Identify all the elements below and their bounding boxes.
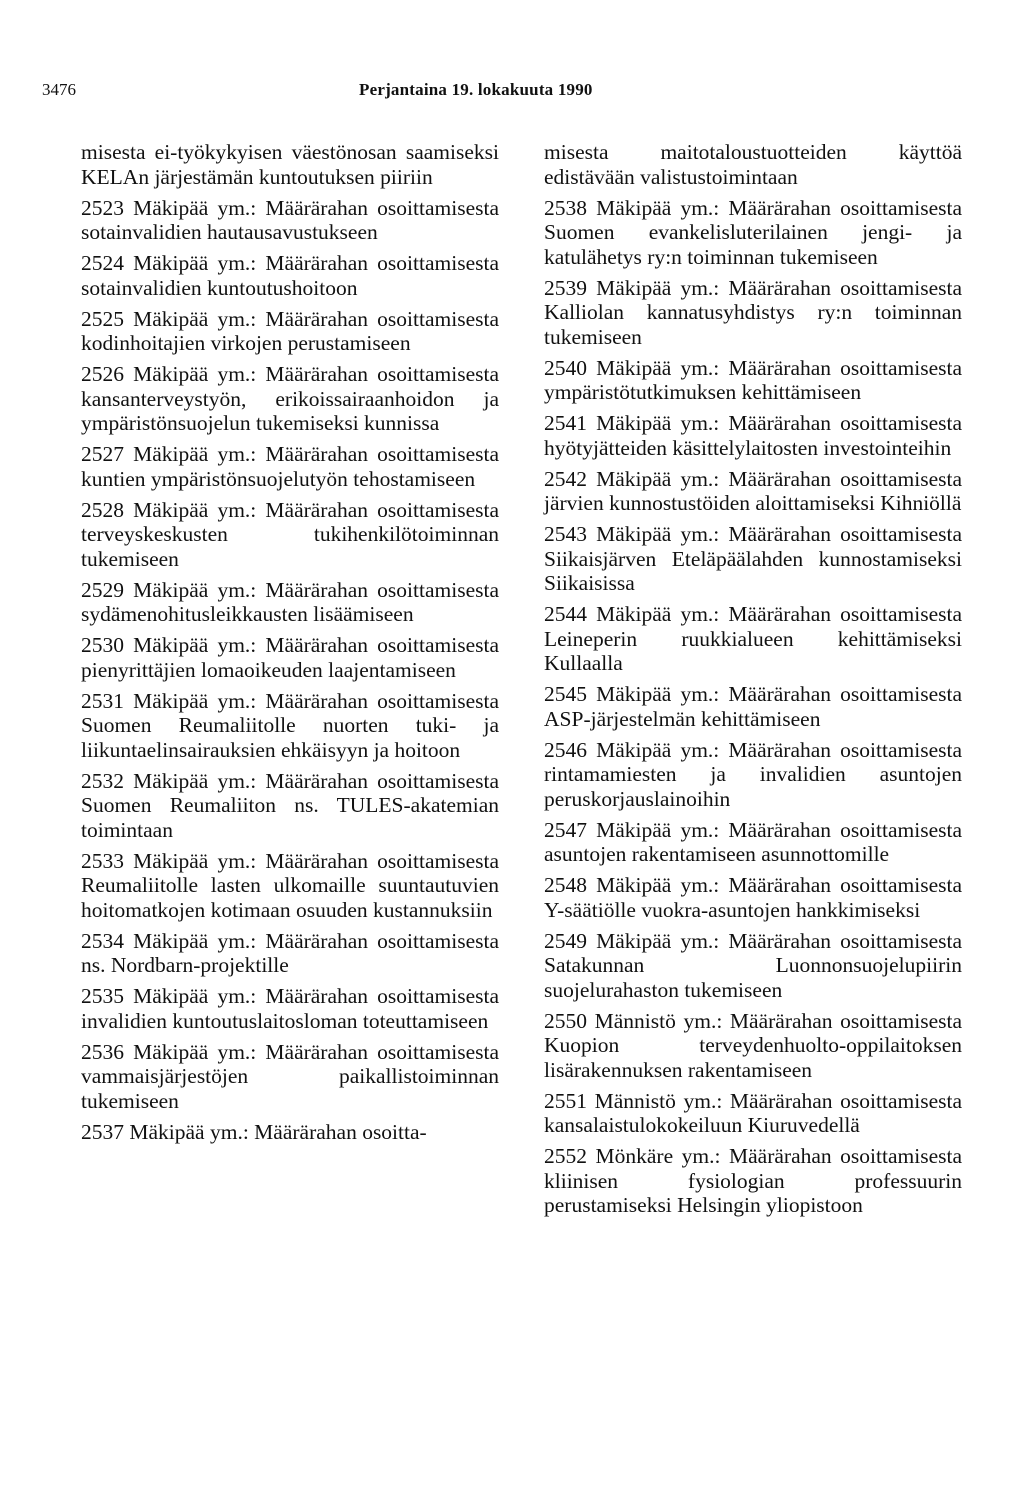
motion-entry: 2525 Mäkipää ym.: Määrärahan osoittamisesta kodinhoitajien virkojen perustamiseen <box>81 306 499 355</box>
motion-entry: 2544 Mäkipää ym.: Määrärahan osoittamisesta Leineperin ruukkialueen kehittämiseksi Kullaalla <box>544 602 962 675</box>
page-header <box>0 80 1024 110</box>
motion-entry: 2550 Männistö ym.: Määrärahan osoittamisesta Kuopion terveydenhuolto-oppilaitoksen lisärakennuksen rakentamiseen <box>544 1008 962 1082</box>
right-column <box>544 140 962 1224</box>
motion-entry: 2546 Mäkipää ym.: Määrärahan osoittamisesta rintamamiesten ja invalidien asuntojen peruskorjauslainoihin <box>544 737 962 811</box>
running-head: Perjantaina 19. lokakuuta 1990 <box>359 80 593 99</box>
left-column <box>81 140 499 1151</box>
motion-entry: 2533 Mäkipää ym.: Määrärahan osoittamisesta Reumaliitolle lasten ulkomaille suuntautuvien hoitomatkojen kotimaan osuuden kustannuksiin <box>81 848 499 922</box>
motion-entry: 2545 Mäkipää ym.: Määrärahan osoittamisesta ASP-järjestelmän kehittämiseen <box>544 682 962 731</box>
motion-entry: 2530 Mäkipää ym.: Määrärahan osoittamisesta pienyrittäjien lomaoikeuden laajentamiseen <box>81 633 499 682</box>
motion-entry: 2534 Mäkipää ym.: Määrärahan osoittamisesta ns. Nordbarn-projektille <box>81 928 499 977</box>
motion-entry: misesta ei-työkykyisen väestönosan saamiseksi KELAn järjestämän kuntoutuksen piiriin <box>81 140 499 189</box>
motion-entry: 2541 Mäkipää ym.: Määrärahan osoittamisesta hyötyjätteiden käsittelylaitosten investointeihin <box>544 411 962 460</box>
motion-entry: 2526 Mäkipää ym.: Määrärahan osoittamisesta kansanterveystyön, erikoissairaanhoidon ja ympäristönsuojelun tukemiseksi kunnissa <box>81 362 499 435</box>
motion-entry: 2543 Mäkipää ym.: Määrärahan osoittamisesta Siikaisjärven Eteläpäälahden kunnostamiseksi Siikaisissa <box>544 522 962 595</box>
motion-entry: 2523 Mäkipää ym.: Määrärahan osoittamisesta sotainvalidien hautausavustukseen <box>81 195 499 244</box>
motion-entry: 2549 Mäkipää ym.: Määrärahan osoittamisesta Satakunnan Luonnonsuojelupiirin suojelurahaston tukemiseen <box>544 928 962 1002</box>
motion-entry: 2535 Mäkipää ym.: Määrärahan osoittamisesta invalidien kuntoutuslaitosloman toteuttamiseen <box>81 984 499 1033</box>
motion-entry: 2536 Mäkipää ym.: Määrärahan osoittamisesta vammaisjärjestöjen paikallistoiminnan tukemiseen <box>81 1039 499 1113</box>
motion-entry: 2531 Mäkipää ym.: Määrärahan osoittamisesta Suomen Reumaliitolle nuorten tuki- ja liikuntaelinsairauksien ehkäisyyn ja hoitoon <box>81 688 499 762</box>
motion-entry: 2527 Mäkipää ym.: Määrärahan osoittamisesta kuntien ympäristönsuojelutyön tehostamiseen <box>81 442 499 491</box>
motion-entry: 2539 Mäkipää ym.: Määrärahan osoittamisesta Kalliolan kannatusyhdistys ry:n toiminnan tukemiseen <box>544 275 962 349</box>
motion-entry: 2537 Mäkipää ym.: Määrärahan osoitta- <box>81 1119 427 1144</box>
motion-entry: 2542 Mäkipää ym.: Määrärahan osoittamisesta järvien kunnostustöiden aloittamiseksi Kihniöllä <box>544 466 962 515</box>
motion-entry: 2547 Mäkipää ym.: Määrärahan osoittamisesta asuntojen rakentamiseen asunnottomille <box>544 817 962 866</box>
page-number: 3476 <box>42 80 76 99</box>
motion-entry: misesta maitotaloustuotteiden käyttöä edistävään valistustoimintaan <box>544 140 962 189</box>
motion-entry: 2529 Mäkipää ym.: Määrärahan osoittamisesta sydämenohitusleikkausten lisäämiseen <box>81 577 499 626</box>
motion-entry: 2551 Männistö ym.: Määrärahan osoittamisesta kansalaistulokokeiluun Kiuruvedellä <box>544 1088 962 1137</box>
motion-entry: 2528 Mäkipää ym.: Määrärahan osoittamisesta terveyskeskusten tukihenkilötoiminnan tukemiseen <box>81 497 499 571</box>
motion-entry: 2548 Mäkipää ym.: Määrärahan osoittamisesta Y-säätiölle vuokra-asuntojen hankkimiseksi <box>544 873 962 922</box>
motion-entry: 2532 Mäkipää ym.: Määrärahan osoittamisesta Suomen Reumaliiton ns. TULES-akatemian toimintaan <box>81 768 499 842</box>
motion-entry: 2540 Mäkipää ym.: Määrärahan osoittamisesta ympäristötutkimuksen kehittämiseen <box>544 355 962 404</box>
motion-entry: 2524 Mäkipää ym.: Määrärahan osoittamisesta sotainvalidien kuntoutushoitoon <box>81 251 499 300</box>
motion-entry: 2552 Mönkäre ym.: Määrärahan osoittamisesta kliinisen fysiologian professuurin perustamiseksi Helsingin yliopistoon <box>544 1144 962 1217</box>
motion-entry: 2538 Mäkipää ym.: Määrärahan osoittamisesta Suomen evankelisluterilainen jengi- ja katulähetys ry:n toiminnan tukemiseen <box>544 195 962 269</box>
